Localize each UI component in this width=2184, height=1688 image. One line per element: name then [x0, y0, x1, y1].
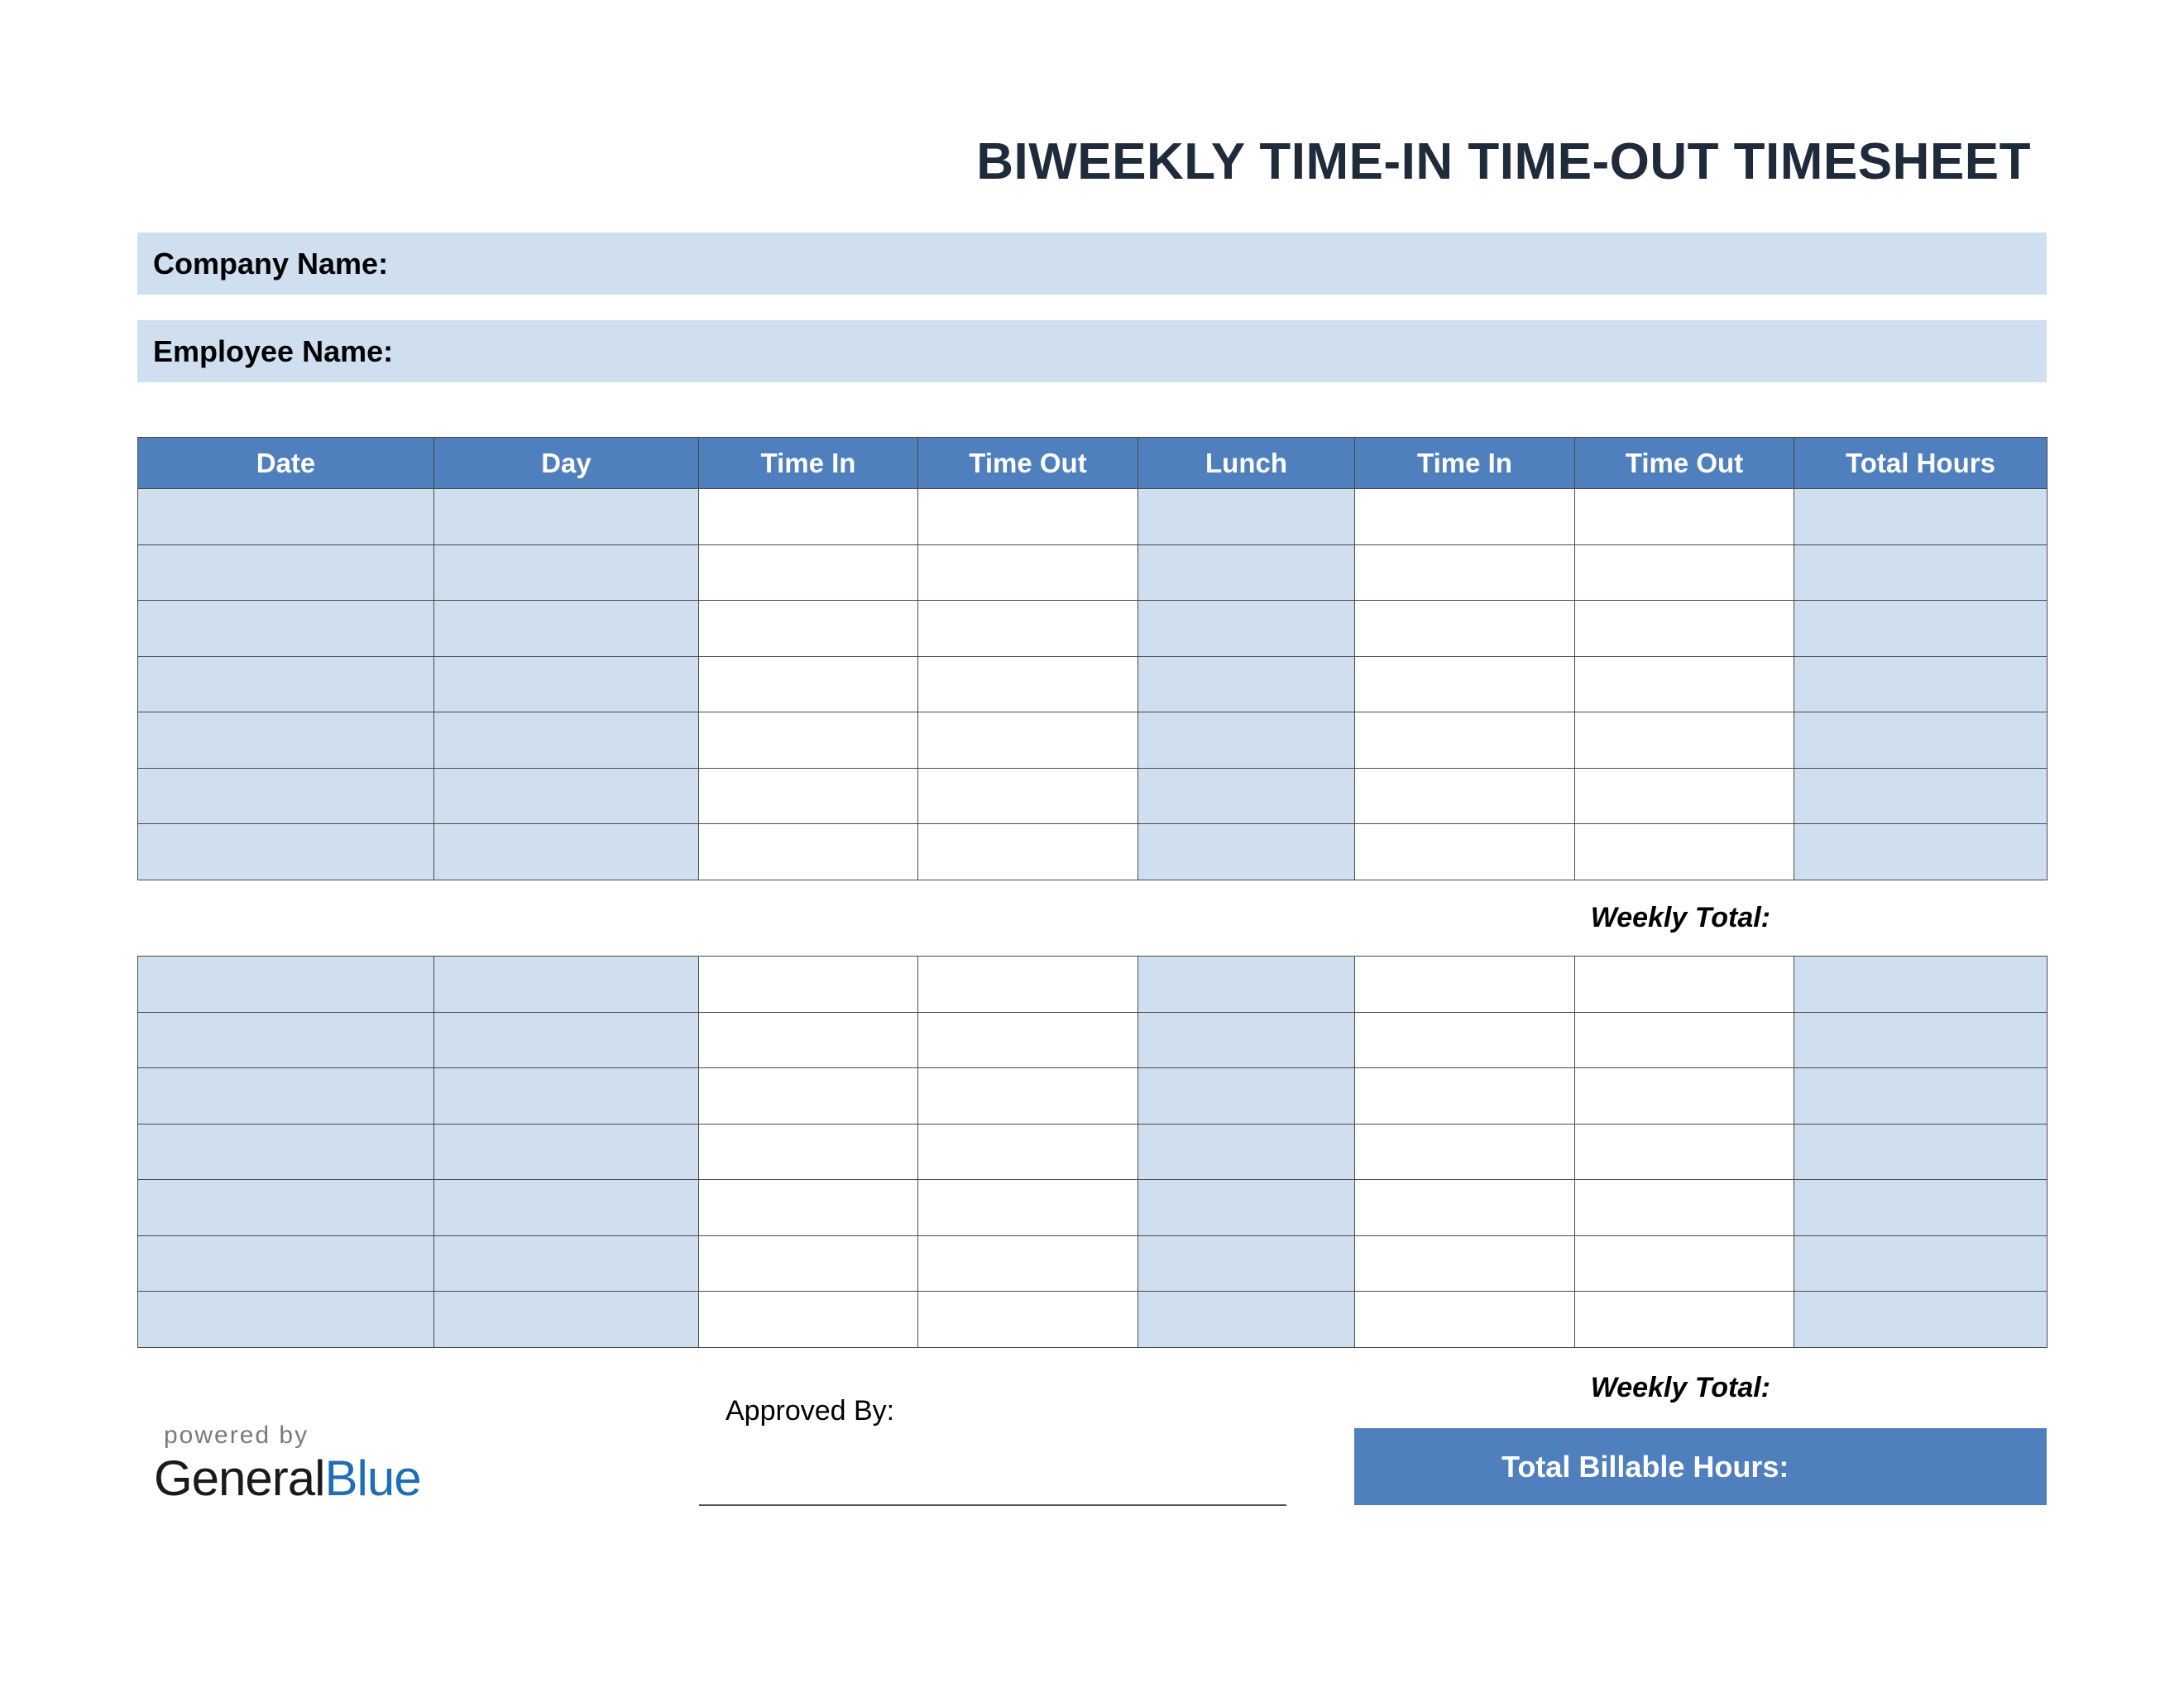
cell-date[interactable]: [138, 1012, 434, 1068]
cell-time-out-2[interactable]: [1575, 1124, 1794, 1180]
powered-by-text: powered by: [164, 1422, 309, 1449]
header-date: Date: [138, 438, 434, 489]
cell-day[interactable]: [434, 957, 699, 1013]
cell-time-in-2[interactable]: [1355, 957, 1575, 1013]
week1-table: [137, 437, 2048, 880]
cell-day[interactable]: [434, 1068, 699, 1125]
cell-day[interactable]: [434, 1012, 699, 1068]
cell-time-in[interactable]: [699, 1068, 918, 1125]
table-row: [138, 489, 2048, 545]
cell-total-hours[interactable]: [1794, 1068, 2048, 1125]
table-row: [138, 601, 2048, 657]
cell-time-out-2[interactable]: [1575, 1068, 1794, 1125]
cell-time-out-2[interactable]: [1575, 712, 1794, 769]
cell-time-in[interactable]: [699, 656, 918, 712]
cell-total-hours[interactable]: [1794, 544, 2048, 601]
table-row: [138, 712, 2048, 769]
cell-time-out-2[interactable]: [1575, 957, 1794, 1013]
cell-time-out[interactable]: [918, 656, 1138, 712]
table-row: [138, 1124, 2048, 1180]
employee-name-field[interactable]: [137, 320, 2047, 382]
cell-lunch[interactable]: [1138, 1292, 1355, 1348]
approved-by-signature-line[interactable]: [699, 1504, 1286, 1506]
table-row: [138, 656, 2048, 712]
cell-time-in-2[interactable]: [1355, 601, 1575, 657]
cell-date[interactable]: [138, 656, 434, 712]
brand-part-general: General: [154, 1451, 325, 1506]
cell-time-out[interactable]: [918, 1180, 1138, 1236]
cell-time-out[interactable]: [918, 489, 1138, 545]
cell-time-in[interactable]: [699, 768, 918, 824]
cell-total-hours[interactable]: [1794, 1180, 2048, 1236]
table-row: [138, 1068, 2048, 1125]
company-name-label: Company Name:: [153, 246, 389, 281]
cell-lunch[interactable]: [1138, 957, 1355, 1013]
cell-day[interactable]: [434, 1235, 699, 1292]
brand-logo: [154, 1450, 421, 1507]
cell-lunch[interactable]: [1138, 1235, 1355, 1292]
cell-time-in[interactable]: [699, 1235, 918, 1292]
cell-date[interactable]: [138, 712, 434, 769]
cell-time-out[interactable]: [918, 712, 1138, 769]
cell-lunch[interactable]: [1138, 1124, 1355, 1180]
table-row: [138, 1235, 2048, 1292]
cell-date[interactable]: [138, 544, 434, 601]
week1-body: [138, 489, 2048, 880]
cell-time-out-2[interactable]: [1575, 544, 1794, 601]
cell-time-in[interactable]: [699, 544, 918, 601]
cell-total-hours[interactable]: [1794, 712, 2048, 769]
table-row: [138, 957, 2048, 1013]
table-row: [138, 1012, 2048, 1068]
cell-time-out-2[interactable]: [1575, 489, 1794, 545]
cell-time-out-2[interactable]: [1575, 1012, 1794, 1068]
header-total-hours: Total Hours: [1794, 438, 2048, 489]
cell-date[interactable]: [138, 601, 434, 657]
cell-total-hours[interactable]: [1794, 824, 2048, 880]
cell-lunch[interactable]: [1138, 601, 1355, 657]
cell-day[interactable]: [434, 489, 699, 545]
table-row: [138, 768, 2048, 824]
cell-time-in-2[interactable]: [1355, 1235, 1575, 1292]
cell-date[interactable]: [138, 1068, 434, 1125]
header-day: Day: [434, 438, 699, 489]
cell-day[interactable]: [434, 768, 699, 824]
cell-lunch[interactable]: [1138, 1180, 1355, 1236]
cell-day[interactable]: [434, 1292, 699, 1348]
cell-time-out[interactable]: [918, 1068, 1138, 1125]
cell-time-out-2[interactable]: [1575, 601, 1794, 657]
cell-time-out[interactable]: [918, 1235, 1138, 1292]
cell-time-out-2[interactable]: [1575, 1235, 1794, 1292]
company-name-field[interactable]: [137, 233, 2047, 295]
cell-date[interactable]: [138, 1124, 434, 1180]
table-row: [138, 544, 2048, 601]
brand-part-blue: Blue: [324, 1451, 421, 1506]
approved-by-label: Approved By:: [726, 1395, 895, 1427]
page-title: BIWEEKLY TIME-IN TIME-OUT TIMESHEET: [976, 133, 2031, 190]
cell-day[interactable]: [434, 656, 699, 712]
cell-time-out-2[interactable]: [1575, 768, 1794, 824]
table-row: [138, 824, 2048, 880]
cell-time-out[interactable]: [918, 1292, 1138, 1348]
cell-total-hours[interactable]: [1794, 1124, 2048, 1180]
cell-time-in-2[interactable]: [1355, 1180, 1575, 1236]
cell-lunch[interactable]: [1138, 544, 1355, 601]
cell-date[interactable]: [138, 1235, 434, 1292]
cell-lunch[interactable]: [1138, 1012, 1355, 1068]
cell-time-in-2[interactable]: [1355, 544, 1575, 601]
cell-total-hours[interactable]: [1794, 601, 2048, 657]
header-time-out: Time Out: [918, 438, 1138, 489]
cell-time-in[interactable]: [699, 1292, 918, 1348]
cell-time-in-2[interactable]: [1355, 824, 1575, 880]
cell-date[interactable]: [138, 489, 434, 545]
cell-time-out[interactable]: [918, 601, 1138, 657]
cell-lunch[interactable]: [1138, 1068, 1355, 1125]
cell-date[interactable]: [138, 1180, 434, 1236]
cell-time-in-2[interactable]: [1355, 489, 1575, 545]
cell-time-out-2[interactable]: [1575, 824, 1794, 880]
cell-day[interactable]: [434, 601, 699, 657]
cell-lunch[interactable]: [1138, 656, 1355, 712]
cell-lunch[interactable]: [1138, 824, 1355, 880]
cell-time-in-2[interactable]: [1355, 1124, 1575, 1180]
header-time-in: Time In: [699, 438, 918, 489]
cell-time-in[interactable]: [699, 1180, 918, 1236]
cell-date[interactable]: [138, 957, 434, 1013]
cell-time-out[interactable]: [918, 824, 1138, 880]
total-billable-hours-box[interactable]: [1354, 1428, 2047, 1505]
week2-table: [137, 956, 2048, 1348]
cell-time-out[interactable]: [918, 957, 1138, 1013]
cell-time-out[interactable]: [918, 1012, 1138, 1068]
cell-lunch[interactable]: [1138, 712, 1355, 769]
week2-body: [138, 957, 2048, 1348]
cell-time-in-2[interactable]: [1355, 712, 1575, 769]
cell-total-hours[interactable]: [1794, 1235, 2048, 1292]
week1-total-label: Weekly Total:: [1590, 902, 1770, 933]
cell-date[interactable]: [138, 768, 434, 824]
employee-name-label: Employee Name:: [153, 333, 394, 368]
cell-date[interactable]: [138, 824, 434, 880]
header-lunch: Lunch: [1138, 438, 1355, 489]
cell-time-in-2[interactable]: [1355, 656, 1575, 712]
header-time-out-2: Time Out: [1575, 438, 1794, 489]
cell-time-out-2[interactable]: [1575, 1180, 1794, 1236]
cell-total-hours[interactable]: [1794, 1292, 2048, 1348]
cell-lunch[interactable]: [1138, 489, 1355, 545]
cell-total-hours[interactable]: [1794, 656, 2048, 712]
cell-day[interactable]: [434, 544, 699, 601]
cell-total-hours[interactable]: [1794, 489, 2048, 545]
cell-time-in[interactable]: [699, 712, 918, 769]
cell-time-in[interactable]: [699, 601, 918, 657]
cell-time-in[interactable]: [699, 1012, 918, 1068]
cell-time-out[interactable]: [918, 768, 1138, 824]
cell-total-hours[interactable]: [1794, 1012, 2048, 1068]
cell-total-hours[interactable]: [1794, 957, 2048, 1013]
cell-time-in[interactable]: [699, 957, 918, 1013]
table-row: [138, 1292, 2048, 1348]
table-row: [138, 1180, 2048, 1236]
cell-day[interactable]: [434, 1180, 699, 1236]
cell-time-in-2[interactable]: [1355, 1068, 1575, 1125]
cell-time-in-2[interactable]: [1355, 1292, 1575, 1348]
total-billable-hours-label: Total Billable Hours:: [1502, 1449, 1789, 1484]
cell-day[interactable]: [434, 712, 699, 769]
cell-time-out-2[interactable]: [1575, 1292, 1794, 1348]
cell-time-out[interactable]: [918, 1124, 1138, 1180]
cell-day[interactable]: [434, 824, 699, 880]
cell-time-in-2[interactable]: [1355, 768, 1575, 824]
header-time-in-2: Time In: [1355, 438, 1575, 489]
cell-time-out[interactable]: [918, 544, 1138, 601]
cell-date[interactable]: [138, 1292, 434, 1348]
table-header-row: [138, 438, 2048, 489]
cell-lunch[interactable]: [1138, 768, 1355, 824]
cell-day[interactable]: [434, 1124, 699, 1180]
cell-time-in[interactable]: [699, 489, 918, 545]
cell-time-in[interactable]: [699, 824, 918, 880]
cell-total-hours[interactable]: [1794, 768, 2048, 824]
cell-time-in[interactable]: [699, 1124, 918, 1180]
cell-time-out-2[interactable]: [1575, 656, 1794, 712]
week2-total-label: Weekly Total:: [1590, 1372, 1770, 1403]
cell-time-in-2[interactable]: [1355, 1012, 1575, 1068]
